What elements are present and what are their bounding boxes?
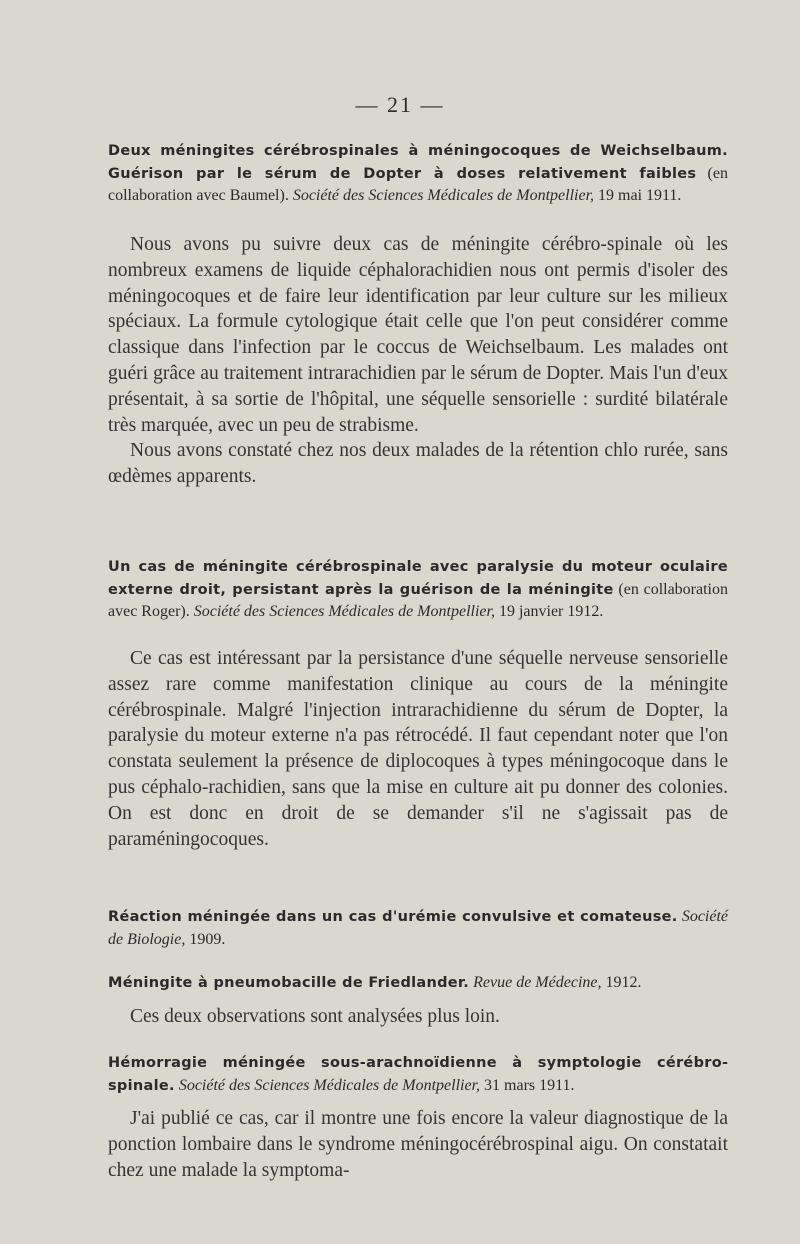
- reference-source: Revue de Médecine,: [473, 974, 602, 991]
- paragraph: Nous avons constaté chez nos deux malades de la rétention chlo rurée, sans œdèmes apparents.: [108, 440, 728, 488]
- reference-date: 31 mars 1911.: [480, 1076, 575, 1094]
- reference-date: 19 mai 1911.: [594, 187, 682, 204]
- body-text-3: [108, 1004, 728, 1030]
- reference-2: [108, 556, 728, 623]
- reference-date: 19 janvier 1912.: [494, 603, 604, 620]
- reference-title: Hémorragie méningée sous-arachnoïdienne à symptologie cérébrospinale.: [108, 1055, 728, 1094]
- reference-title: Un cas de méningite cérébrospinale avec paralysie du moteur oculaire externe droit, persistant après la guérison de la méningite: [108, 559, 728, 598]
- reference-1: [108, 140, 728, 207]
- paragraph: Nous avons pu suivre deux cas de méningite cérébro-spinale où les nombreux examens de liquide céphalorachidien nous ont permis d'isoler des méningocoques et de faire leur identification par leur culture sur les milieux spéciaux. La formule cytologique était celle que l'on peut considérer comme classique dans l'infection par le coccus de Weichselbaum. Les malades ont guéri grâce au traitement intrarachidien par le sérum de Dopter. Mais l'un d'eux présentait, à sa sortie de l'hôpital, une séquelle sensorielle : surdité bilatérale très marquée, avec un peu de strabisme.: [108, 234, 728, 436]
- reference-4: [108, 972, 728, 995]
- reference-source: Société des Sciences Médicales de Montpellier,: [193, 603, 495, 620]
- reference-date: 1912.: [601, 974, 642, 991]
- reference-date: 1909.: [185, 930, 226, 948]
- reference-source: Société de Biologie,: [108, 908, 729, 948]
- reference-5: [108, 1052, 728, 1097]
- reference-source: Société des Sciences Médicales de Montpellier,: [178, 1076, 481, 1094]
- paragraph: Ces deux observations sont analysées plus loin.: [130, 1006, 500, 1027]
- reference-title: Deux méningites cérébrospinales à méningocoques de Weichselbaum. Guérison par le sérum de Dopter à doses relativement faibles: [108, 143, 728, 182]
- reference-source: Société des Sciences Médicales de Montpellier,: [292, 187, 595, 204]
- reference-title: Méningite à pneumobacille de Friedlander.: [108, 975, 470, 991]
- reference-title: Réaction méningée dans un cas d'urémie convulsive et comateuse.: [108, 909, 678, 925]
- reference-collaboration: (en collaboration avec Roger).: [108, 580, 729, 620]
- page-number: — 21 —: [355, 92, 445, 117]
- body-text-2: [108, 646, 728, 852]
- paragraph: Ce cas est intéressant par la persistance d'une séquelle nerveuse sensorielle assez rare comme manifestation clinique au cours de la méningite cérébrospinale. Malgré l'injection intrarachidienne du sérum de Dopter, la paralysie du moteur externe n'a pas rétrocédé. Il faut cependant noter que l'on constata seulement la présence de diplocoques à types méningocoque dans le pus céphalo-rachidien, sans que la mise en culture ait pu donner des colonies. On est donc en droit de se demander s'il ne s'agissait pas de paraméningocoques.: [108, 648, 728, 850]
- reference-collaboration: (en collaboration avec Baumel).: [108, 164, 728, 204]
- body-text-1: [108, 232, 728, 490]
- paragraph: J'ai publié ce cas, car il montre une fois encore la valeur diagnostique de la ponction lombaire dans le syndrome méningocérébrospinal aigu. On constatait chez une malade la symptoma-: [108, 1108, 728, 1181]
- body-text-4: [108, 1106, 728, 1183]
- reference-3: [108, 906, 728, 950]
